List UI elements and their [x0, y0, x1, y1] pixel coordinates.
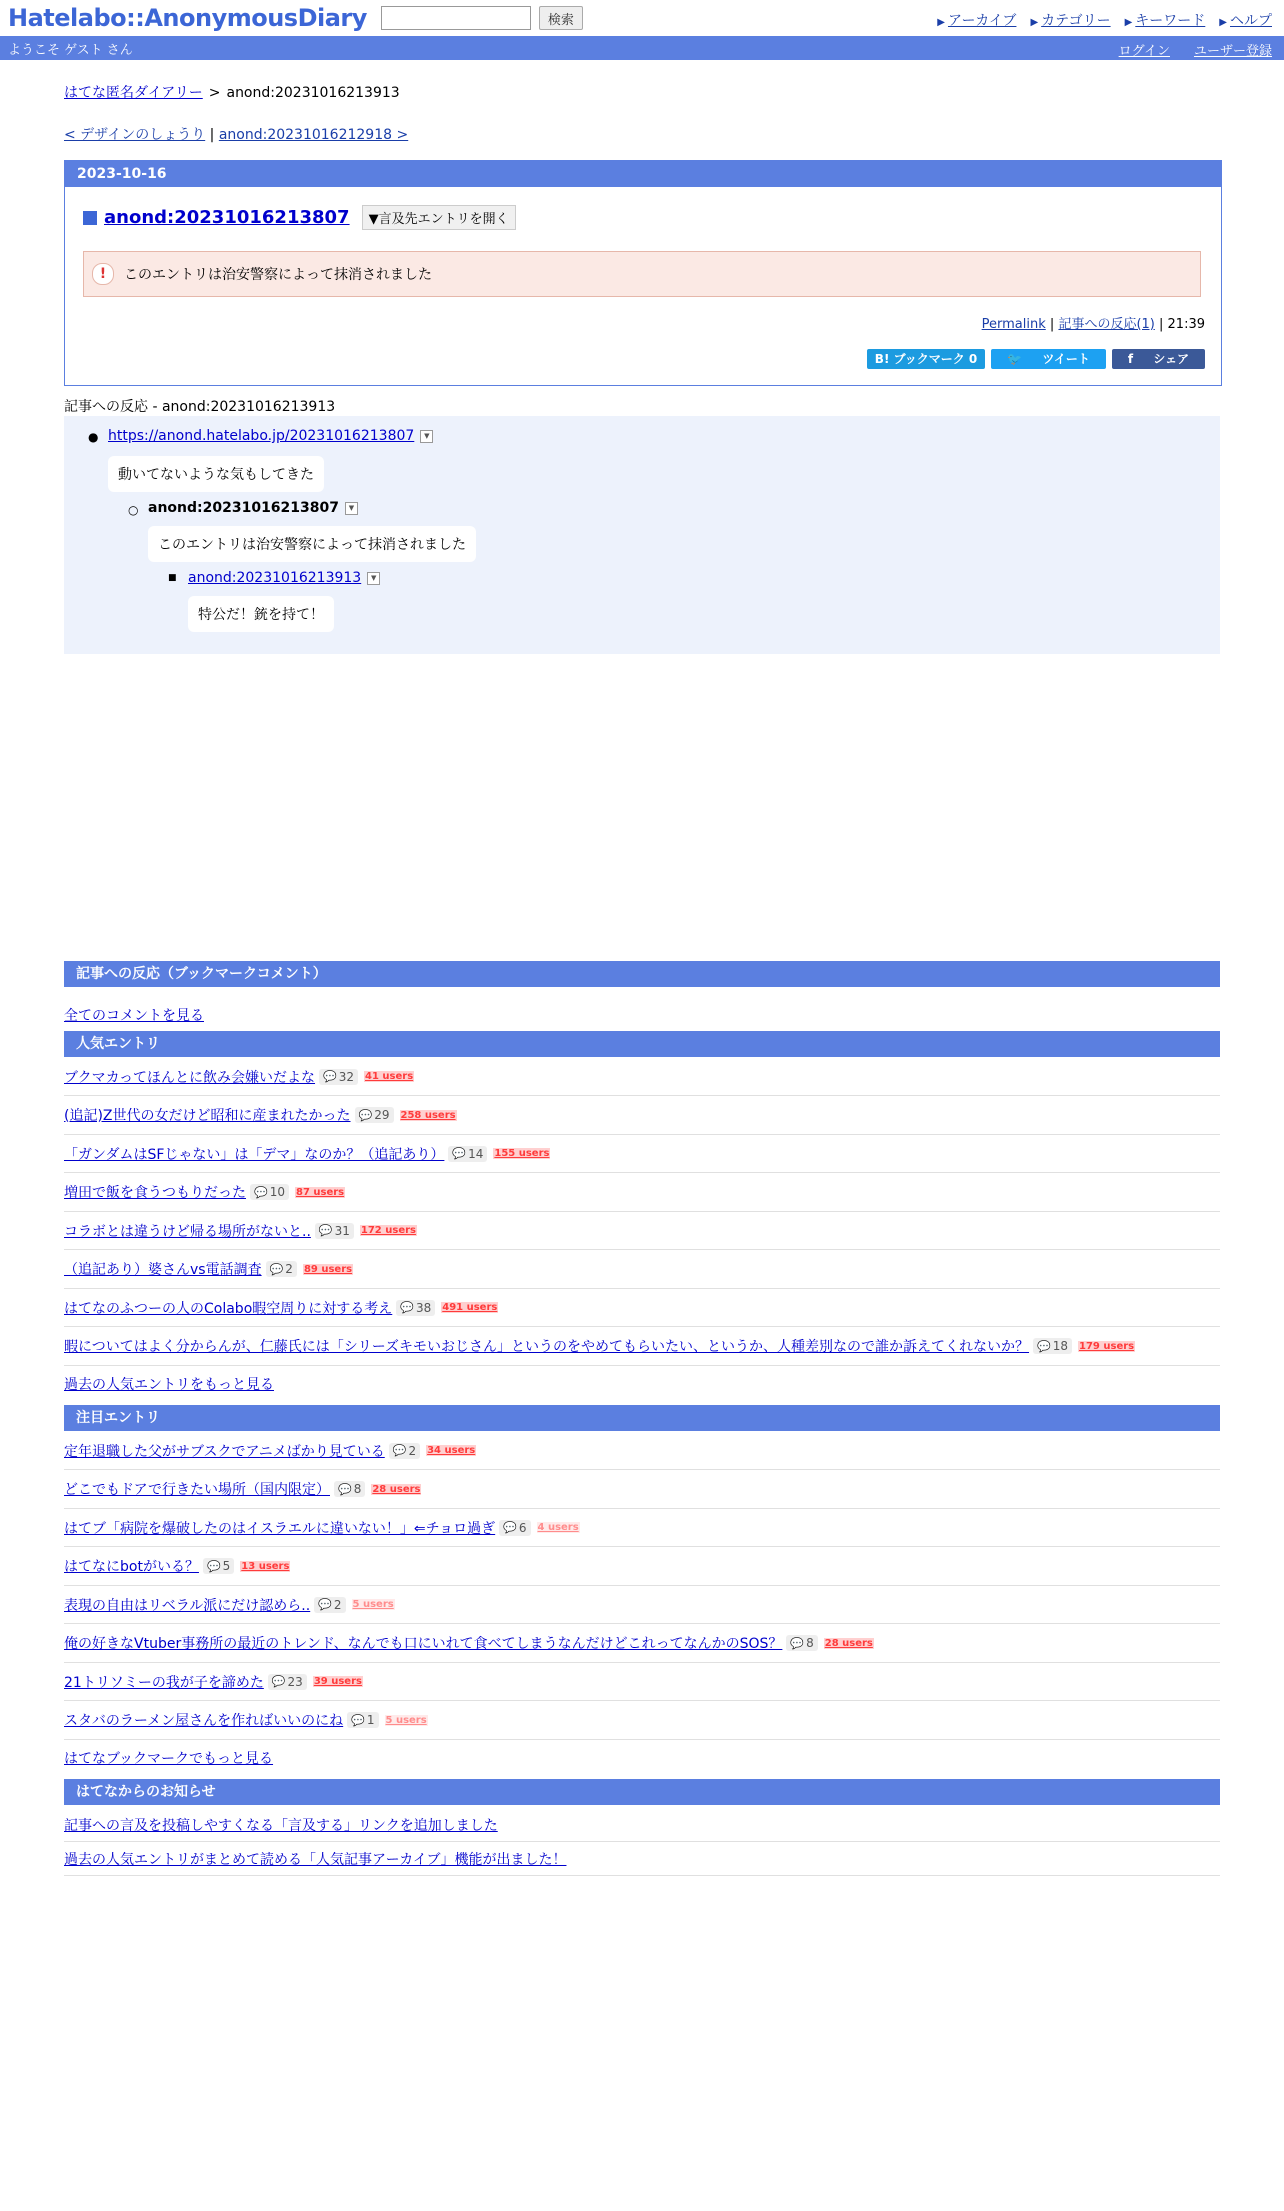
- bookmark-users-count: 4 users: [537, 1522, 579, 1533]
- hot-entry-link[interactable]: はてなにbotがいる？: [64, 1559, 199, 1575]
- dropdown-icon[interactable]: ▼: [420, 430, 433, 443]
- tree-node-2-title: anond:20231016213807: [148, 500, 339, 516]
- bookmark-users-badge[interactable]: [313, 1676, 363, 1687]
- bookmark-users-badge[interactable]: [537, 1522, 580, 1533]
- comment-count: 2: [408, 1443, 417, 1458]
- share-label: シェア: [1153, 352, 1189, 366]
- comment-count-badge[interactable]: [396, 1300, 435, 1316]
- hot-entry-link[interactable]: 21トリソミーの我が子を諦めた: [64, 1674, 264, 1691]
- nav-help-link[interactable]: ヘルプ: [1230, 13, 1272, 29]
- bookmark-users-badge[interactable]: [400, 1110, 457, 1121]
- bookmark-users-badge[interactable]: [371, 1484, 421, 1495]
- comment-count: 2: [285, 1262, 293, 1276]
- popular-more-link[interactable]: 過去の人気エントリをもっと見る: [64, 1377, 274, 1393]
- nav-keyword-link[interactable]: キーワード: [1135, 13, 1206, 29]
- comment-icon: 💬: [1037, 1339, 1051, 1353]
- nav-category[interactable]: [1030, 10, 1110, 30]
- bookmark-users-count: 28 users: [824, 1637, 873, 1649]
- breadcrumb-current: anond:20231016213913: [226, 85, 400, 101]
- bookmark-users-count: 41 users: [365, 1071, 414, 1082]
- bookmark-users-badge[interactable]: [352, 1599, 395, 1610]
- comment-count-badge[interactable]: [203, 1558, 234, 1574]
- comment-count-badge[interactable]: [448, 1146, 487, 1162]
- nav-keyword[interactable]: [1125, 10, 1206, 30]
- popular-entry-link[interactable]: (追記)Z世代の女だけど昭和に産まれたかった: [64, 1108, 351, 1124]
- search-button[interactable]: 検索: [539, 6, 583, 30]
- comment-icon: 💬: [271, 1675, 286, 1688]
- popular-entry-row: [64, 1212, 1220, 1250]
- nav-archive[interactable]: [937, 10, 1016, 30]
- comment-count-badge[interactable]: [314, 1597, 345, 1613]
- bookmark-users-badge[interactable]: [426, 1445, 476, 1456]
- popular-entry-link[interactable]: 暇についてはよく分からんが、仁藤氏には「シリーズキモいおじさん」というのをやめてもらいたい、というか、人種差別なので誰か訴えてくれないか？: [64, 1339, 1030, 1355]
- news-row: [64, 1842, 1220, 1876]
- permalink[interactable]: Permalink: [981, 317, 1046, 332]
- hot-entry-row: [64, 1586, 1220, 1624]
- day-section: [64, 160, 1222, 386]
- square-icon: [83, 211, 97, 225]
- reactions-title: 記事への反応 - anond:20231016213913: [64, 396, 1220, 419]
- bookmark-users-badge[interactable]: [364, 1071, 414, 1082]
- notice-text: このエントリは治安警察によって抹消されました: [124, 267, 432, 283]
- comment-count: 23: [287, 1674, 303, 1689]
- bookmark-users-badge[interactable]: [295, 1187, 345, 1198]
- tweet-button[interactable]: [991, 349, 1106, 369]
- comment-count-badge[interactable]: [389, 1443, 420, 1459]
- comment-count-badge[interactable]: [268, 1674, 307, 1690]
- bookmark-users-count: 87 users: [295, 1186, 345, 1198]
- welcome-bar: [0, 36, 1284, 60]
- bookmark-users-count: 13 users: [241, 1560, 290, 1572]
- logo-right: AnonymousDiary: [144, 4, 367, 32]
- deleted-notice: [83, 251, 1201, 297]
- chevron-right-icon: ▶: [1124, 17, 1133, 28]
- news-row: [64, 1808, 1220, 1842]
- bookmark-comments-header: 記事への反応（ブックマークコメント）: [64, 961, 1220, 987]
- bookmark-users-count: 28 users: [372, 1483, 421, 1495]
- comment-count: 6: [518, 1520, 527, 1535]
- bookmark-users-badge[interactable]: [441, 1302, 498, 1313]
- logo-sep: ::: [126, 4, 145, 32]
- next-entry-link[interactable]: anond:20231016212918 >: [218, 127, 409, 143]
- hot-entry-link[interactable]: はてブ「病院を爆破したのはイスラエルに違いない！」⇐チョロ過ぎ: [64, 1520, 496, 1537]
- comment-count-badge[interactable]: [315, 1223, 354, 1239]
- comment-count-badge[interactable]: [334, 1481, 365, 1497]
- reactions-tree: [64, 416, 1220, 654]
- logo-left: Hatelabo: [8, 4, 127, 32]
- bookmark-users-badge[interactable]: [1078, 1341, 1135, 1352]
- nav-help[interactable]: [1219, 10, 1272, 30]
- tree-node-2: [148, 500, 358, 516]
- breadcrumb: [64, 82, 1220, 102]
- comment-count: 29: [374, 1108, 390, 1122]
- comment-icon: 💬: [503, 1521, 517, 1534]
- comment-icon: 💬: [351, 1713, 365, 1727]
- comment-icon: 💬: [452, 1147, 467, 1160]
- comment-count: 5: [222, 1559, 231, 1573]
- popular-entry-row: [64, 1289, 1220, 1327]
- hot-more-link[interactable]: はてなブックマークでもっと見る: [64, 1751, 274, 1767]
- hot-entry-link[interactable]: 表現の自由はリベラル派にだけ認めら..: [64, 1597, 311, 1614]
- news-header: はてなからのお知らせ: [64, 1779, 1220, 1805]
- hot-entry-row: [64, 1548, 1220, 1586]
- bookmark-users-count: 155 users: [494, 1148, 550, 1159]
- hot-entry-row: [64, 1509, 1220, 1547]
- popular-entry-link[interactable]: 増田で飯を食うつもりだった: [64, 1185, 246, 1201]
- chevron-right-icon: ▶: [1030, 17, 1039, 28]
- tree-node-1: [108, 428, 433, 444]
- footer-divider-2: |: [1159, 317, 1164, 332]
- dropdown-icon[interactable]: ▼: [345, 502, 358, 515]
- comment-icon: 💬: [254, 1185, 268, 1199]
- hatena-bookmark-button[interactable]: B! ブックマーク 0: [867, 349, 986, 369]
- tree-node-3: [188, 570, 380, 586]
- news-link[interactable]: 過去の人気エントリがまとめて読める「人気記事アーカイブ」機能が出ました！: [64, 1851, 567, 1868]
- comment-icon: 💬: [392, 1444, 407, 1457]
- square-bullet-icon: ■: [168, 573, 177, 583]
- comment-count-badge[interactable]: [786, 1635, 817, 1651]
- bookmark-users-count: 5 users: [385, 1714, 427, 1726]
- bookmark-users-badge[interactable]: [824, 1638, 874, 1649]
- top-bar: [0, 0, 1284, 36]
- hot-entry-link[interactable]: 俺の好きなVtuber事務所の最近のトレンド、なんでも口にいれて食べてしまうなんだけどこれってなんかのSOS？: [64, 1636, 783, 1652]
- comment-icon: 💬: [206, 1559, 221, 1573]
- popular-entry-link[interactable]: ブクマカってほんとに飲み会嫌いだよな: [64, 1069, 316, 1086]
- hot-entry-row: [64, 1702, 1220, 1740]
- popular-entry-row: [64, 1135, 1220, 1173]
- entry-pager: [64, 124, 1220, 144]
- comment-count: 1: [366, 1713, 375, 1727]
- bookmark-users-badge[interactable]: [303, 1264, 353, 1275]
- comment-count-badge[interactable]: [319, 1069, 358, 1085]
- comment-count: 18: [1052, 1339, 1069, 1353]
- bookmark-users-count: 89 users: [303, 1263, 353, 1275]
- bookmark-users-count: 34 users: [427, 1445, 476, 1456]
- comment-count-badge[interactable]: [347, 1712, 378, 1728]
- comment-count: 14: [468, 1146, 484, 1161]
- popular-entry-link[interactable]: 「ガンダムはSFじゃない」は「デマ」なのか？（追記あり）: [64, 1146, 445, 1163]
- breadcrumb-sep: >: [208, 85, 221, 101]
- hot-entry-row: [64, 1471, 1220, 1509]
- search-input[interactable]: [381, 6, 531, 30]
- comment-icon: 💬: [323, 1070, 337, 1083]
- comment-count: 38: [415, 1300, 432, 1315]
- tweet-label: ツイート: [1042, 352, 1090, 366]
- chevron-right-icon: ▶: [937, 17, 945, 28]
- bookmark-users-count: 491 users: [442, 1302, 498, 1313]
- comment-count: 8: [806, 1636, 814, 1650]
- popular-entry-row: [64, 1174, 1220, 1212]
- popular-entry-row: [64, 1097, 1220, 1135]
- comment-icon: 💬: [358, 1108, 373, 1122]
- pager-divider: |: [209, 127, 215, 143]
- comment-icon: 💬: [790, 1636, 805, 1650]
- bookmark-users-count: 172 users: [360, 1225, 416, 1236]
- comment-count: 31: [334, 1223, 350, 1238]
- bookmark-users-count: 179 users: [1079, 1340, 1135, 1352]
- facebook-icon: f: [1127, 352, 1138, 366]
- comment-count-badge[interactable]: [266, 1261, 297, 1277]
- reactions-link[interactable]: 記事への反応(1): [1058, 317, 1155, 332]
- top-nav: [937, 10, 1272, 30]
- entry-time: 21:39: [1167, 317, 1205, 332]
- hot-entry-link[interactable]: スタバのラーメン屋さんを作ればいいのにね: [64, 1713, 344, 1729]
- comment-icon: 💬: [318, 1598, 332, 1611]
- footer-divider: |: [1049, 317, 1055, 332]
- hot-entry-row: [64, 1432, 1220, 1470]
- open-referenced-button[interactable]: ▼言及先エントリを開く: [362, 205, 516, 230]
- bookmark-users-count: 39 users: [313, 1676, 362, 1687]
- popular-entry-link[interactable]: はてなのふつーの人のColabo暇空周りに対する考え: [64, 1300, 393, 1317]
- comment-icon: 💬: [318, 1224, 333, 1237]
- popular-entry-row: [64, 1058, 1220, 1096]
- share-buttons: [867, 349, 1205, 369]
- welcome-text: ようこそ ゲスト さん: [8, 42, 133, 58]
- bookmark-users-badge[interactable]: [360, 1225, 417, 1236]
- comment-icon: 💬: [269, 1262, 284, 1276]
- hot-entries-header: 注目エントリ: [64, 1405, 1220, 1431]
- login-link[interactable]: ログイン: [1118, 44, 1170, 59]
- comment-count: 10: [269, 1185, 285, 1199]
- popular-entry-row: [64, 1251, 1220, 1289]
- hot-entry-row: [64, 1663, 1220, 1701]
- comment-count: 32: [338, 1069, 355, 1084]
- entry-title-row: [83, 205, 516, 230]
- nav-archive-link[interactable]: アーカイブ: [947, 13, 1017, 29]
- exclamation-icon: !: [92, 263, 114, 285]
- bookmark-users-badge[interactable]: [240, 1561, 290, 1572]
- popular-entry-link[interactable]: コラボとは違うけど帰る場所がないと..: [64, 1223, 311, 1240]
- register-link[interactable]: ユーザー登録: [1193, 44, 1272, 59]
- popular-entry-link[interactable]: （追記あり）婆さんvs電話調査: [64, 1262, 262, 1278]
- bookmark-users-count: 5 users: [352, 1599, 394, 1610]
- site-logo[interactable]: [8, 4, 367, 32]
- hot-entry-link[interactable]: どこでもドアで行きたい場所（国内限定）: [64, 1482, 330, 1498]
- tree-node-1-text: 動いてないような気もしてきた: [108, 456, 324, 492]
- comment-count-badge[interactable]: [1033, 1338, 1072, 1354]
- prev-entry-link[interactable]: < デザインのしょうり: [64, 127, 206, 143]
- twitter-icon: 🐦: [1007, 352, 1027, 366]
- chevron-right-icon: ▶: [1219, 17, 1227, 28]
- comment-icon: 💬: [400, 1301, 414, 1314]
- nav-category-link[interactable]: カテゴリー: [1041, 13, 1111, 29]
- comment-count: 2: [333, 1597, 342, 1612]
- day-date: 2023-10-16: [65, 161, 1221, 187]
- popular-entry-row: [64, 1328, 1220, 1366]
- popular-entries-header: 人気エントリ: [64, 1031, 1220, 1057]
- facebook-share-button[interactable]: [1112, 349, 1205, 369]
- bullet-icon: ●: [88, 430, 99, 444]
- breadcrumb-home[interactable]: はてな匿名ダイアリー: [64, 85, 203, 101]
- tree-node-2-text: このエントリは治安警察によって抹消されました: [148, 526, 476, 562]
- all-comments-link[interactable]: 全てのコメントを見る: [64, 1008, 204, 1024]
- tree-node-3-text: 特公だ！銃を持て！: [188, 596, 334, 632]
- bookmark-users-count: 258 users: [400, 1109, 456, 1121]
- entry-footer: [982, 313, 1205, 332]
- tree-node-3-link[interactable]: anond:20231016213913: [188, 570, 362, 586]
- comment-icon: 💬: [338, 1482, 352, 1496]
- hot-entry-row: [64, 1625, 1220, 1663]
- comment-count-badge[interactable]: [355, 1107, 394, 1123]
- circle-bullet-icon: ○: [128, 503, 139, 517]
- entry-title-link[interactable]: anond:20231016213807: [104, 207, 350, 228]
- tree-node-1-link[interactable]: https://anond.hatelabo.jp/20231016213807: [108, 428, 415, 444]
- comment-count-badge[interactable]: [499, 1520, 530, 1536]
- bookmark-users-badge[interactable]: [385, 1715, 428, 1726]
- comment-count: 8: [353, 1482, 362, 1496]
- comment-count-badge[interactable]: [250, 1184, 289, 1200]
- news-link[interactable]: 記事への言及を投稿しやすくなる「言及する」リンクを追加しました: [64, 1817, 498, 1834]
- dropdown-icon[interactable]: ▼: [367, 572, 380, 585]
- hot-entry-link[interactable]: 定年退職した父がサブスクでアニメばかり見ている: [64, 1443, 385, 1460]
- bookmark-users-badge[interactable]: [493, 1148, 550, 1159]
